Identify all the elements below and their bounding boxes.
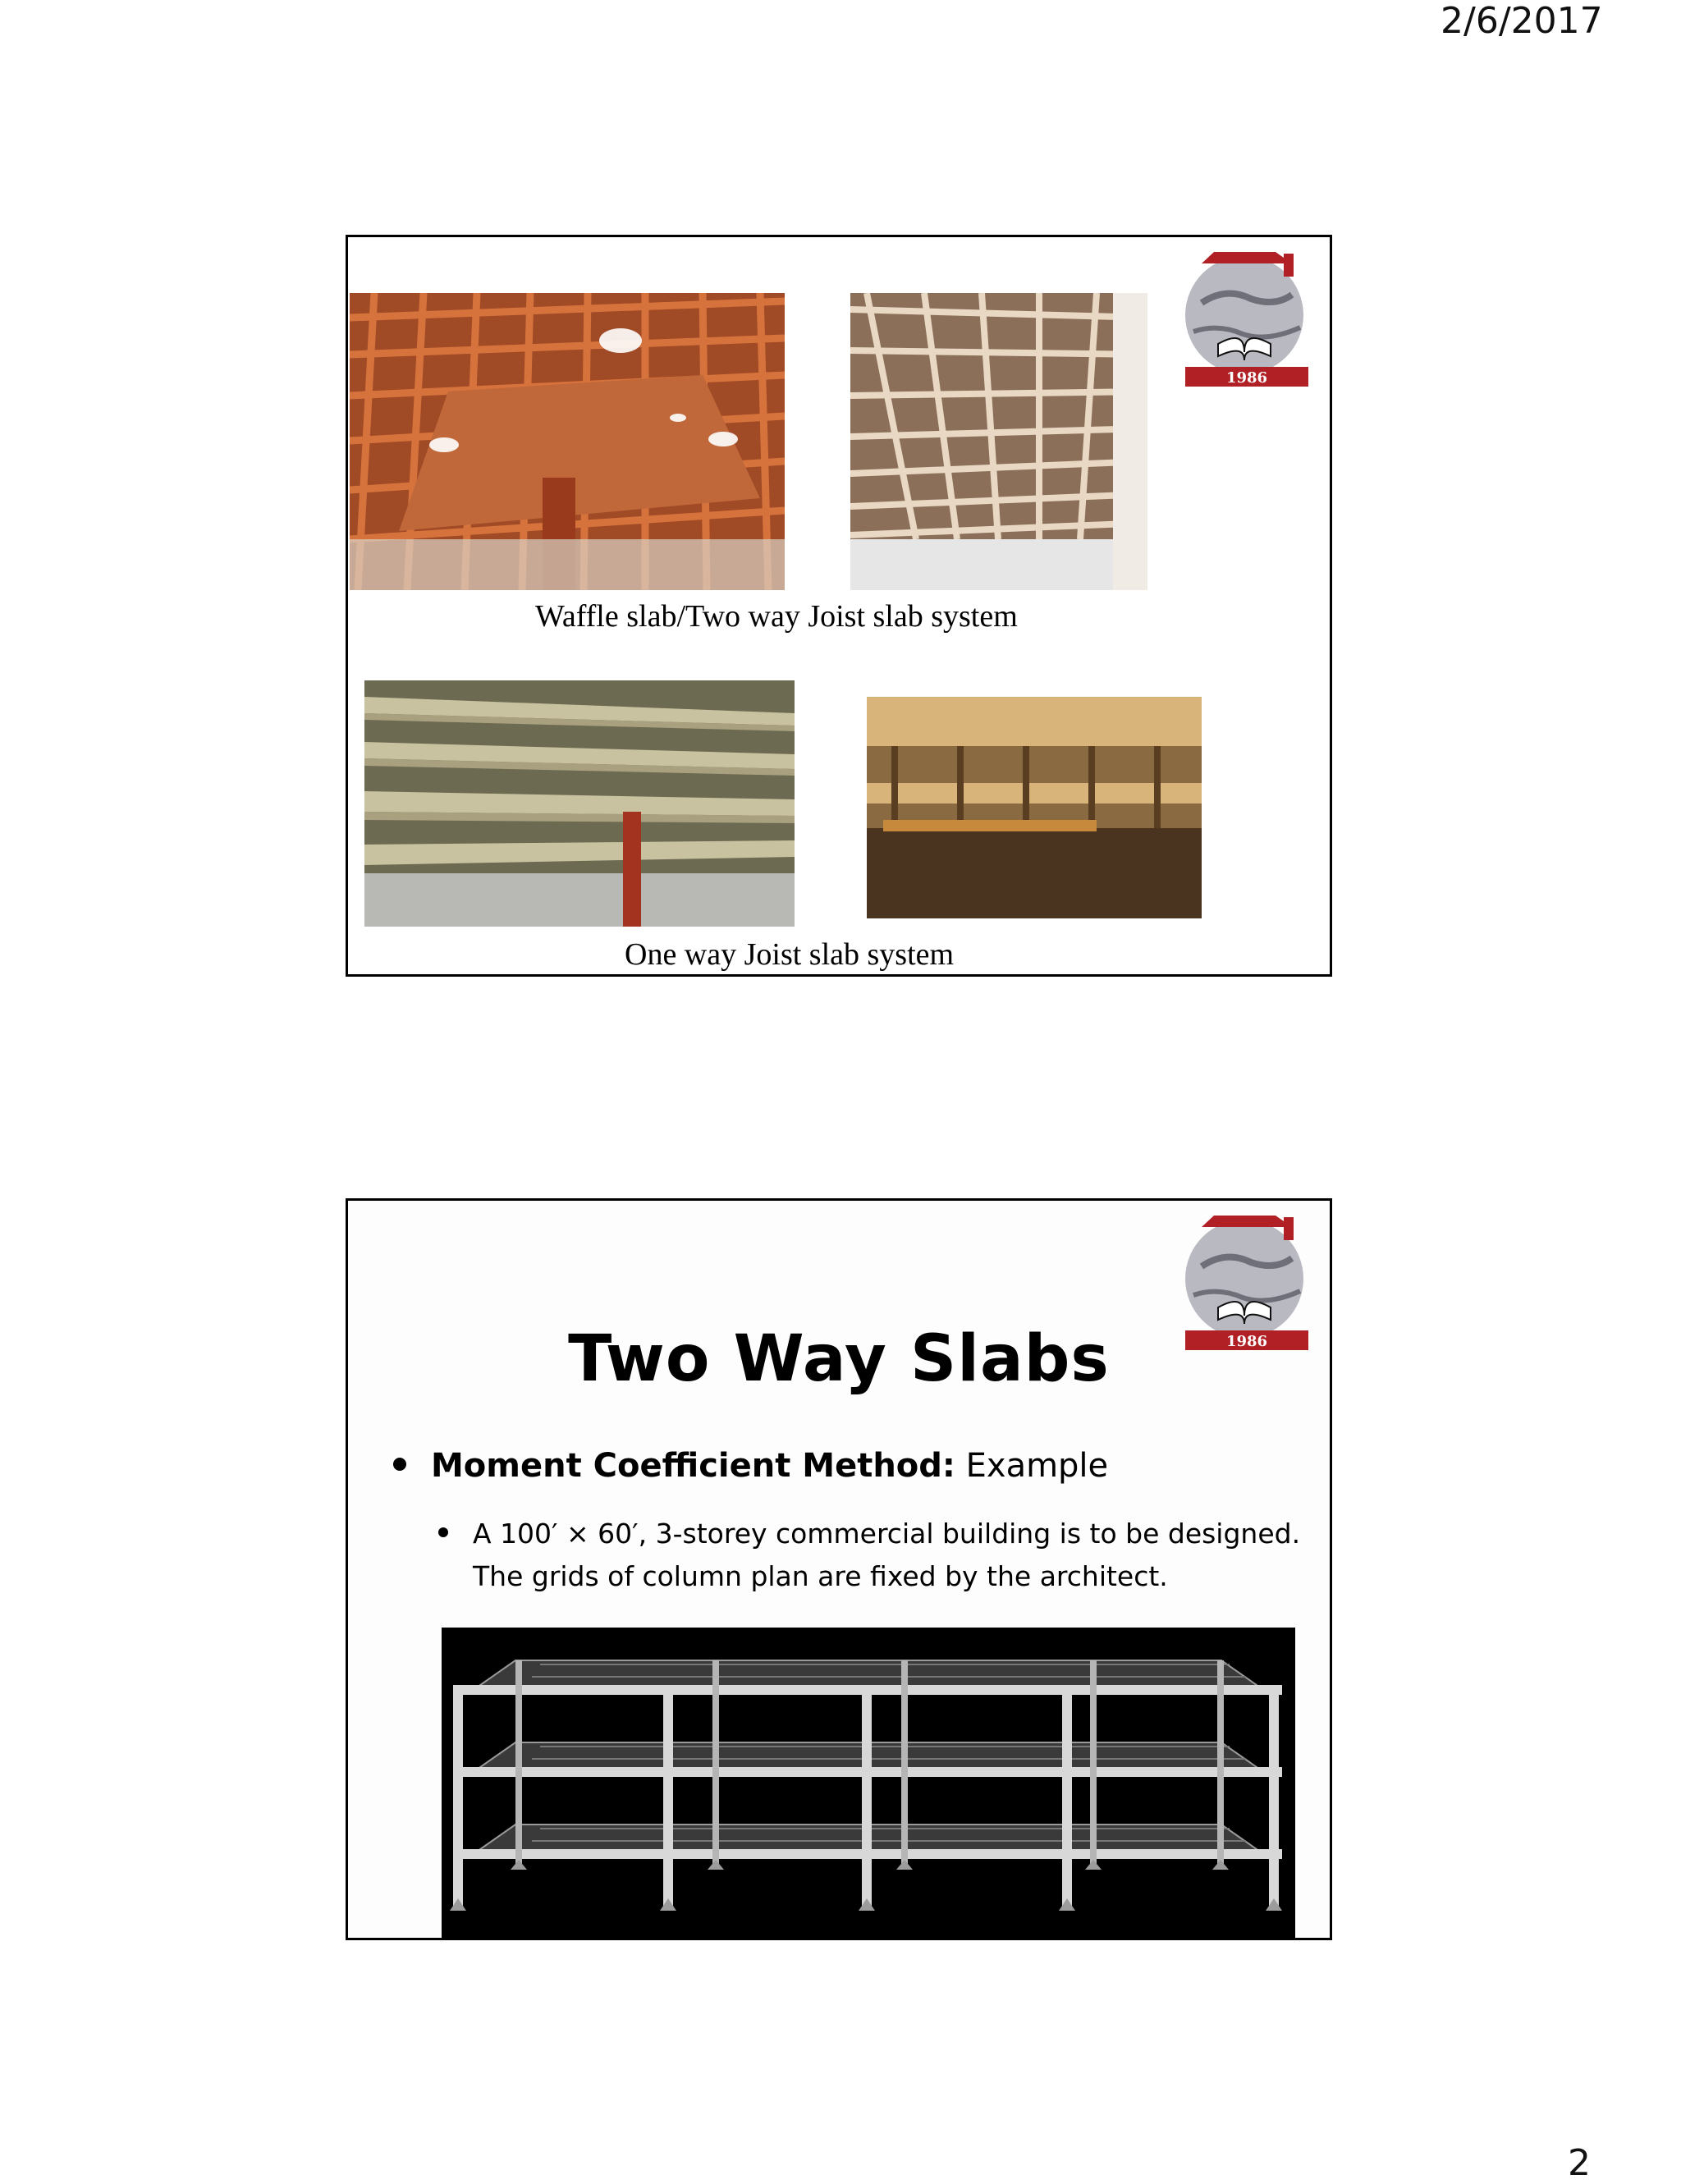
- logo-year: 1986: [1225, 369, 1268, 387]
- slide-title: Two Way Slabs: [568, 1322, 1110, 1396]
- waffle-slab-photo-red: [350, 293, 785, 590]
- bullet-line-1: A 100′ × 60′, 3-storey commercial building is to be designed.: [473, 1518, 1301, 1550]
- bullet-label: Moment Coefficient Method:: [431, 1447, 955, 1485]
- page-date: 2/6/2017: [1441, 0, 1603, 42]
- bullet-moment-coefficient: [393, 1447, 1108, 1485]
- bullet-dot: [393, 1458, 406, 1471]
- bullet-line-2: The grids of column plan are fixed by the architect.: [473, 1560, 1168, 1592]
- bullet-suffix: Example: [955, 1447, 1109, 1485]
- bullet-dot: [438, 1527, 448, 1537]
- one-way-joist-photo-timber: [867, 697, 1202, 918]
- page-number: 2: [1568, 2142, 1591, 2184]
- caption-waffle-slab: Waffle slab/Two way Joist slab system: [535, 599, 1018, 634]
- university-logo: [1169, 237, 1325, 393]
- slide-two-way-slabs: [346, 1198, 1332, 1940]
- logo-year: 1986: [1225, 1333, 1268, 1350]
- caption-one-way-joist: One way Joist slab system: [625, 937, 955, 972]
- waffle-slab-photo-white: [850, 293, 1147, 590]
- one-way-joist-photo-concrete: [364, 680, 795, 927]
- building-frame-render: [442, 1628, 1295, 1940]
- slide-waffle-joist: [346, 235, 1332, 977]
- bullet-building-description: [438, 1513, 1325, 1598]
